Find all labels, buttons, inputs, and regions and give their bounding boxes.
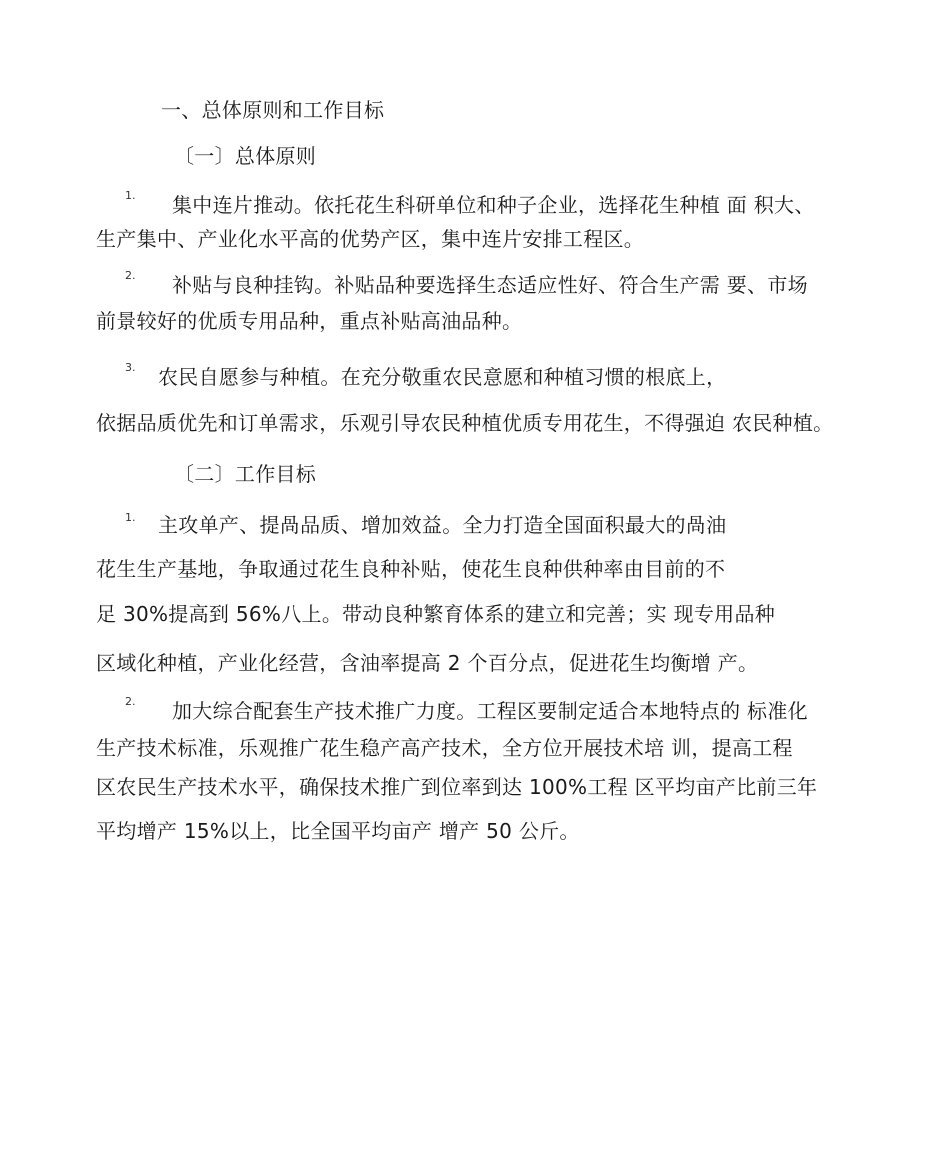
paragraph-line: 农民自愿参与种植。在充分敬重农民意愿和种植习惯的根底上， <box>158 365 727 389</box>
paragraph-line: 集中连片推动。依托花生科研单位和种子企业，选择花生种植 面 积大、 <box>172 193 815 217</box>
paragraph-line: 加大综合配套生产技术推广力度。工程区要制定适合本地特点的 标准化 <box>172 699 808 723</box>
paragraph-line: 补贴与良种挂钩。补贴品种要选择生态适应性好、符合生产需 要、市场 <box>172 273 808 297</box>
paragraph-line: 生产集中、产业化水平高的优势产区，集中连片安排工程区。 <box>96 227 645 251</box>
item-number: 2. <box>125 695 136 708</box>
paragraph-line: 区农民生产技术水平，确保技术推广到位率到达 100%工程 区平均亩产比前三年 <box>96 775 818 799</box>
item-number: 2. <box>125 269 136 282</box>
paragraph-line: 主攻单产、提咼品质、增加效益。全力打造全国面积最大的咼油 <box>158 513 727 537</box>
section1-title: 〔一〕总体原则 <box>174 144 317 168</box>
paragraph-line: 前景较好的优质专用品种，重点补贴高油品种。 <box>96 309 523 333</box>
paragraph-line: 平均增产 15%以上，比全国平均亩产 增产 50 公斤。 <box>96 819 580 843</box>
paragraph-line: 区域化种植，产业化经营，含油率提高 2 个百分点，促进花生均衡增 产。 <box>96 651 759 675</box>
paragraph-line: 生产技术标准，乐观推广花生稳产高产技术，全方位开展技术培 训，提高工程 <box>96 736 793 760</box>
item-number: 1. <box>125 189 136 202</box>
item-number: 3. <box>125 361 136 374</box>
item-number: 1. <box>125 511 136 524</box>
section2-title: 〔二〕工作目标 <box>174 462 317 486</box>
paragraph-line: 花生生产基地，争取通过花生良种补贴，使花生良种供种率由目前的不 <box>96 557 726 581</box>
main-heading: 一、总体原则和工作目标 <box>161 98 385 122</box>
paragraph-line: 足 30%提高到 56%八上。带动良种繁育体系的建立和完善；实 现专用品种 <box>96 602 776 626</box>
paragraph-line: 依据品质优先和订单需求，乐观引导农民种植优质专用花生，不得强迫 农民种植。 <box>96 411 834 435</box>
